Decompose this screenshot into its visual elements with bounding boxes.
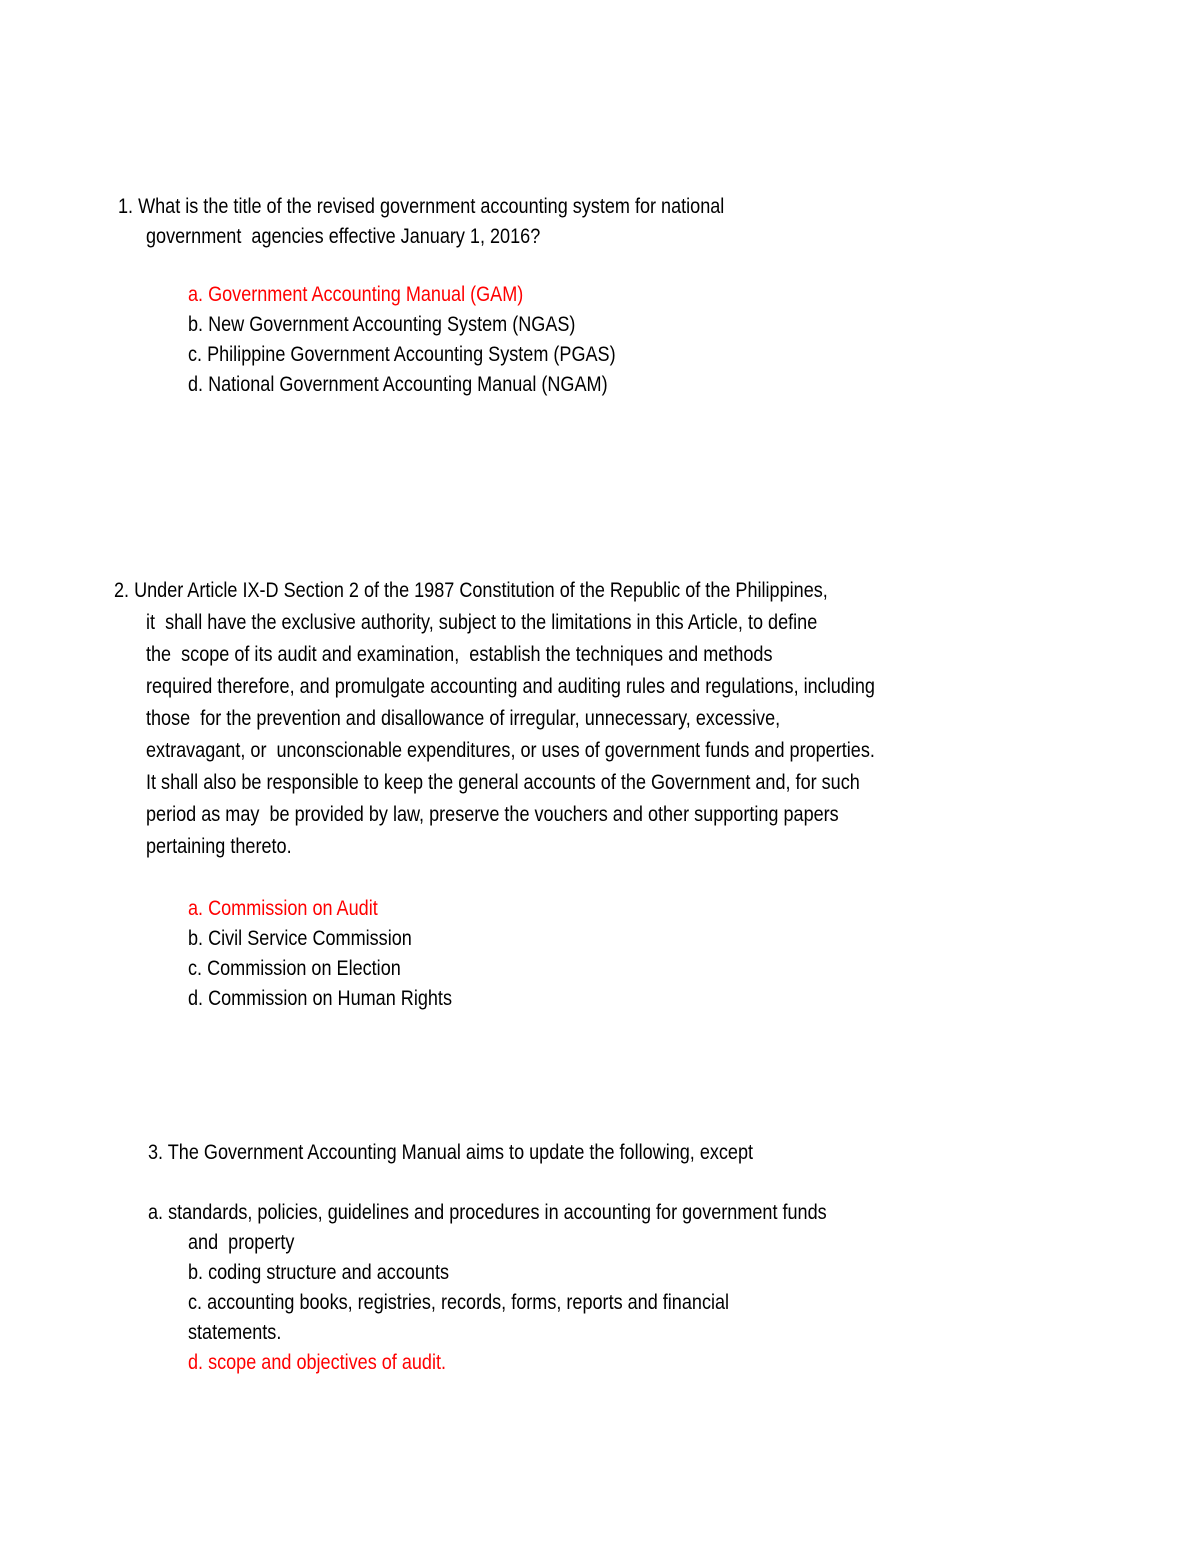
- question-3-choice-b-label: b. coding structure and accounts: [188, 1261, 450, 1284]
- question-1-choices: [118, 280, 958, 400]
- question-2-choice-b[interactable]: [188, 924, 1064, 954]
- question-2-choice-d[interactable]: [188, 984, 1064, 1014]
- question-2-stem-text-4: required therefore, and promulgate accounting and auditing rules and regulations, including: [146, 675, 875, 698]
- question-2-stem-text-7: It shall also be responsible to keep the general accounts of the Government and, for such: [146, 771, 860, 794]
- question-3-choice-b[interactable]: [148, 1258, 1048, 1288]
- question-2-choice-d-label: d. Commission on Human Rights: [188, 987, 452, 1010]
- question-2-stem-line-6: [114, 736, 1064, 768]
- question-1-choice-b[interactable]: [188, 310, 958, 340]
- question-1-choice-c-label: c. Philippine Government Accounting System (PGAS): [188, 343, 616, 366]
- question-2-choice-a[interactable]: [188, 894, 1064, 924]
- question-1-block: [118, 192, 958, 400]
- question-2-stem-line-2: [114, 608, 1064, 640]
- question-1-choice-c[interactable]: [188, 340, 958, 370]
- question-3-choice-a-continuation-label: and property: [188, 1231, 295, 1254]
- question-3-block: [148, 1138, 1048, 1378]
- question-2-stem-text-5: those for the prevention and disallowance of irregular, unnecessary, excessive,: [146, 707, 781, 730]
- question-2-choices: [114, 894, 1064, 1014]
- question-3-choice-a[interactable]: [148, 1198, 1048, 1228]
- question-2-stem-line-9: [114, 832, 1064, 864]
- question-1-choice-b-label: b. New Government Accounting System (NGAS): [188, 313, 576, 336]
- question-2-choice-b-label: b. Civil Service Commission: [188, 927, 412, 950]
- question-1-choice-d-label: d. National Government Accounting Manual (NGAM): [188, 373, 608, 396]
- question-2-stem-line-7: [114, 768, 1064, 800]
- question-1-choice-d[interactable]: [188, 370, 958, 400]
- question-3-choice-d-label: d. scope and objectives of audit.: [188, 1351, 447, 1374]
- question-2-stem-text-2: it shall have the exclusive authority, subject to the limitations in this Article, to define: [146, 611, 818, 634]
- question-2-stem-text-3: the scope of its audit and examination, establish the techniques and methods: [146, 643, 773, 666]
- question-3-choice-a-continuation: [148, 1228, 1048, 1258]
- question-1-choice-a-label: a. Government Accounting Manual (GAM): [188, 283, 524, 306]
- question-3-stem-line-1: [148, 1138, 1048, 1168]
- question-2-stem-line-8: [114, 800, 1064, 832]
- question-2-stem-line-3: [114, 640, 1064, 672]
- question-2-stem-text-6: extravagant, or unconscionable expenditures, or uses of government funds and properties.: [146, 739, 875, 762]
- question-3-choice-c-continuation-label: statements.: [188, 1321, 282, 1344]
- question-1-stem-text-1: 1. What is the title of the revised government accounting system for national: [118, 195, 725, 218]
- question-2-choice-c-label: c. Commission on Election: [188, 957, 401, 980]
- question-2-block: [114, 576, 1064, 1014]
- question-1-stem-text-2: government agencies effective January 1, 2016?: [146, 225, 541, 248]
- question-3-choice-a-label: a. standards, policies, guidelines and procedures in accounting for government funds: [148, 1201, 827, 1224]
- question-2-stem-line-1: [114, 576, 1064, 608]
- question-3-stem-text-1: 3. The Government Accounting Manual aims to update the following, except: [148, 1141, 754, 1164]
- question-1-choice-a[interactable]: [188, 280, 958, 310]
- question-2-stem-line-5: [114, 704, 1064, 736]
- question-3-choices: [148, 1198, 1048, 1378]
- question-3-choice-c-continuation: [148, 1318, 1048, 1348]
- question-2-stem-text-9: pertaining thereto.: [146, 835, 292, 858]
- question-2-stem-line-4: [114, 672, 1064, 704]
- question-2-stem-text-8: period as may be provided by law, preserve the vouchers and other supporting papers: [146, 803, 839, 826]
- question-3-choice-c-label: c. accounting books, registries, records, forms, reports and financial: [188, 1291, 730, 1314]
- question-3-choice-c[interactable]: [148, 1288, 1048, 1318]
- question-3-choice-d[interactable]: [148, 1348, 1048, 1378]
- question-1-stem-line-1: [118, 192, 958, 222]
- question-2-stem-text-1: 2. Under Article IX-D Section 2 of the 1987 Constitution of the Republic of the Philippines,: [114, 579, 828, 602]
- question-1-stem-line-2: [118, 222, 958, 252]
- question-2-choice-a-label: a. Commission on Audit: [188, 897, 378, 920]
- question-2-choice-c[interactable]: [188, 954, 1064, 984]
